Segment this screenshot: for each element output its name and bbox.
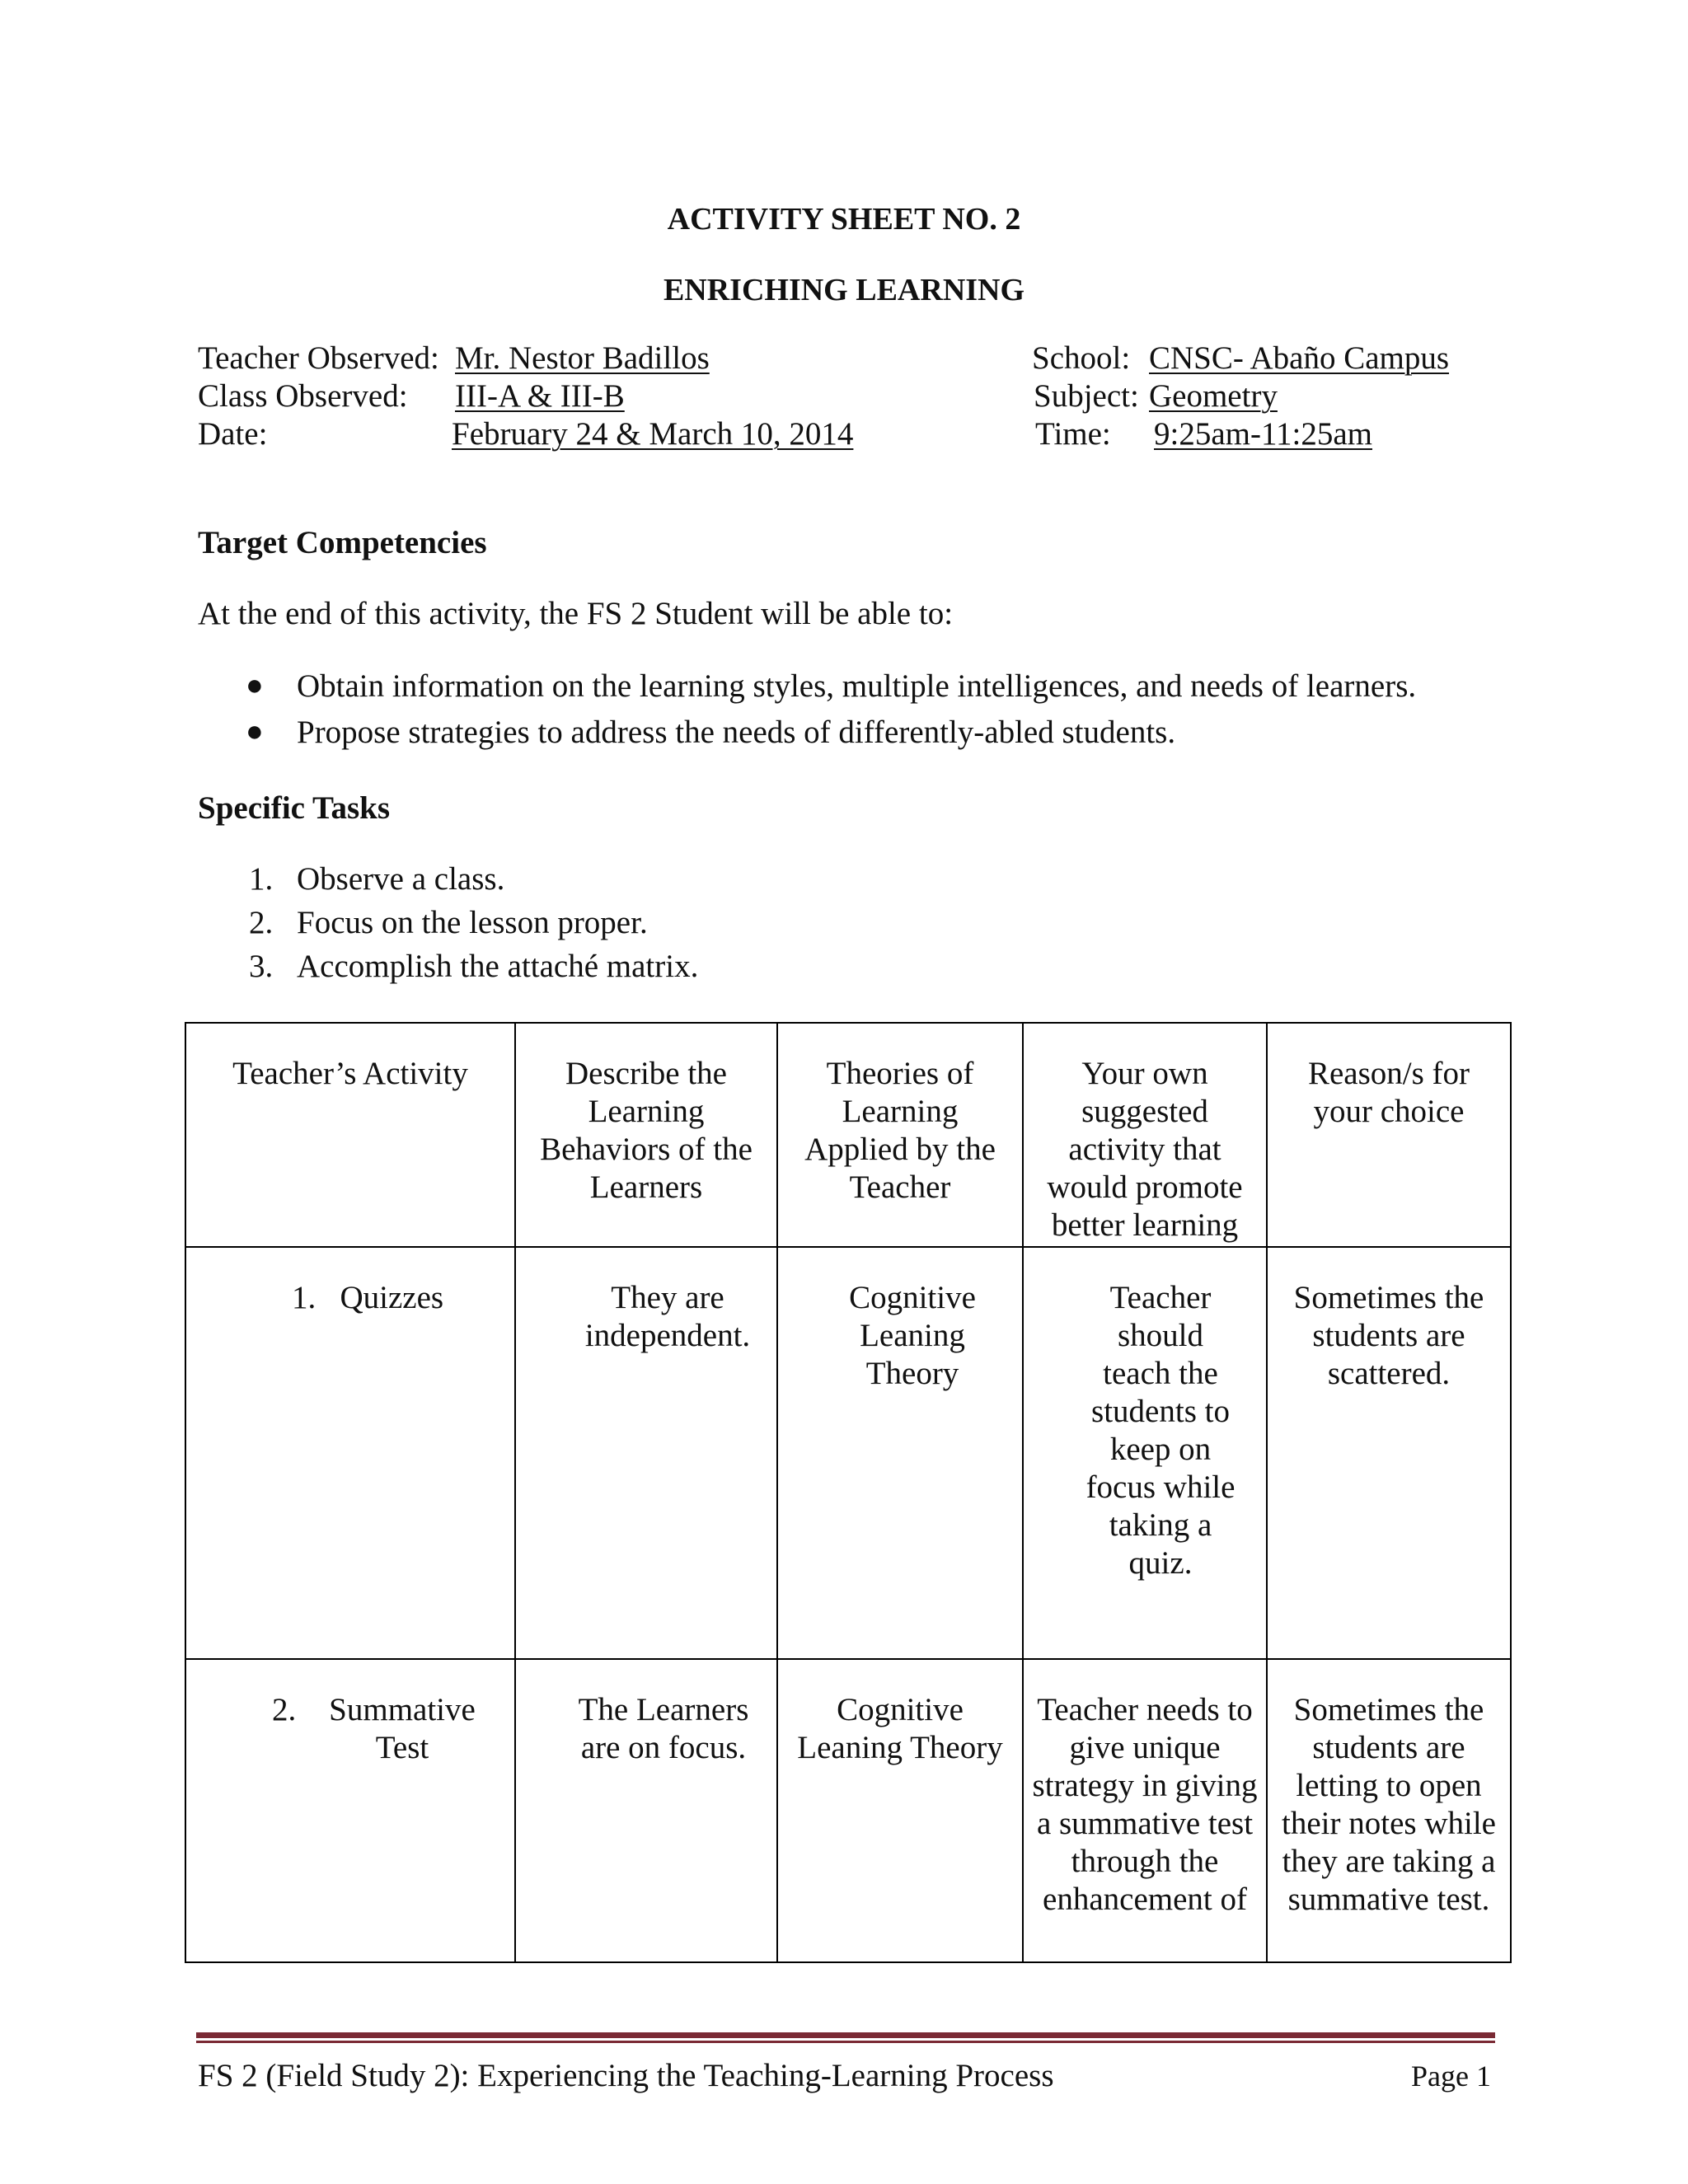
header-learning-behaviors: Describe the Learning Behaviors of the Learners xyxy=(515,1023,777,1247)
competency-bullet xyxy=(246,668,1417,705)
cell-activity xyxy=(185,1659,515,1962)
time-value: 9:25am-11:25am xyxy=(1154,416,1373,452)
table-row xyxy=(185,1659,1511,1962)
date-value: February 24 & March 10, 2014 xyxy=(452,416,854,452)
task-number: 3. xyxy=(249,949,274,984)
task-item xyxy=(249,948,699,985)
bullet-icon: ● xyxy=(246,668,264,701)
header-suggested-activity: Your own suggested activity that would promote better learning xyxy=(1023,1023,1267,1247)
teacher-value: Mr. Nestor Badillos xyxy=(455,340,710,376)
header-reason: Reason/s for your choice xyxy=(1267,1023,1511,1247)
row-activity: Summative Test xyxy=(329,1692,476,1765)
time-label: Time: xyxy=(1035,416,1111,452)
school-label: School: xyxy=(1032,340,1131,376)
row-activity: Quizzes xyxy=(340,1280,444,1315)
subject-value: Geometry xyxy=(1149,378,1278,414)
class-label: Class Observed: xyxy=(198,378,408,414)
cell-suggestion: Teacher should teach the students to keep on focus while taking a quiz. xyxy=(1023,1247,1267,1659)
footer-rule-thin xyxy=(196,2041,1495,2043)
header-teachers-activity: Teacher’s Activity xyxy=(185,1023,515,1247)
competency-text: Propose strategies to address the needs of differently-abled students. xyxy=(297,715,1176,750)
row-number: 1. xyxy=(292,1280,316,1315)
task-text: Observe a class. xyxy=(297,861,505,897)
cell-reason: Sometimes the students are letting to open their notes while they are taking a summative test. xyxy=(1267,1659,1511,1962)
bullet-icon: ● xyxy=(246,715,264,748)
tasks-heading: Specific Tasks xyxy=(198,790,390,826)
footer-rule xyxy=(196,2032,1495,2038)
activity-matrix xyxy=(185,1022,1512,1963)
school-value: CNSC- Abaño Campus xyxy=(1149,340,1450,376)
document-title: ACTIVITY SHEET NO. 2 xyxy=(667,202,1021,237)
date-label: Date: xyxy=(198,416,268,452)
class-value: III-A & III-B xyxy=(455,378,625,414)
task-text: Accomplish the attaché matrix. xyxy=(297,949,699,984)
subject-label: Subject: xyxy=(1034,378,1139,414)
cell-theory: Cognitive Leaning Theory xyxy=(777,1247,1023,1659)
task-item xyxy=(249,860,505,898)
competencies-intro: At the end of this activity, the FS 2 Student will be able to: xyxy=(198,596,954,631)
task-number: 1. xyxy=(249,861,274,897)
cell-activity xyxy=(185,1247,515,1659)
cell-reason: Sometimes the students are scattered. xyxy=(1267,1247,1511,1659)
competencies-heading: Target Competencies xyxy=(198,525,487,560)
cell-behavior: They are independent. xyxy=(515,1247,777,1659)
footer-course: FS 2 (Field Study 2): Experiencing the Teaching-Learning Process xyxy=(198,2058,1054,2093)
matrix-header-row xyxy=(185,1023,1511,1247)
row-number: 2. xyxy=(272,1692,297,1727)
cell-theory: Cognitive Leaning Theory xyxy=(777,1659,1023,1962)
cell-behavior: The Learners are on focus. xyxy=(515,1659,777,1962)
task-number: 2. xyxy=(249,905,274,940)
task-text: Focus on the lesson proper. xyxy=(297,905,648,940)
competency-text: Obtain information on the learning styles, multiple intelligences, and needs of learners. xyxy=(297,668,1417,704)
header-theories: Theories of Learning Applied by the Teacher xyxy=(777,1023,1023,1247)
cell-suggestion: Teacher needs to give unique strategy in giving a summative test through the enhancement of xyxy=(1023,1659,1267,1962)
task-item xyxy=(249,904,648,941)
teacher-label: Teacher Observed: xyxy=(198,340,439,376)
competency-bullet xyxy=(246,714,1176,751)
footer-page-number: Page 1 xyxy=(1411,2060,1491,2093)
document-subtitle: ENRICHING LEARNING xyxy=(663,273,1025,307)
table-row xyxy=(185,1247,1511,1659)
